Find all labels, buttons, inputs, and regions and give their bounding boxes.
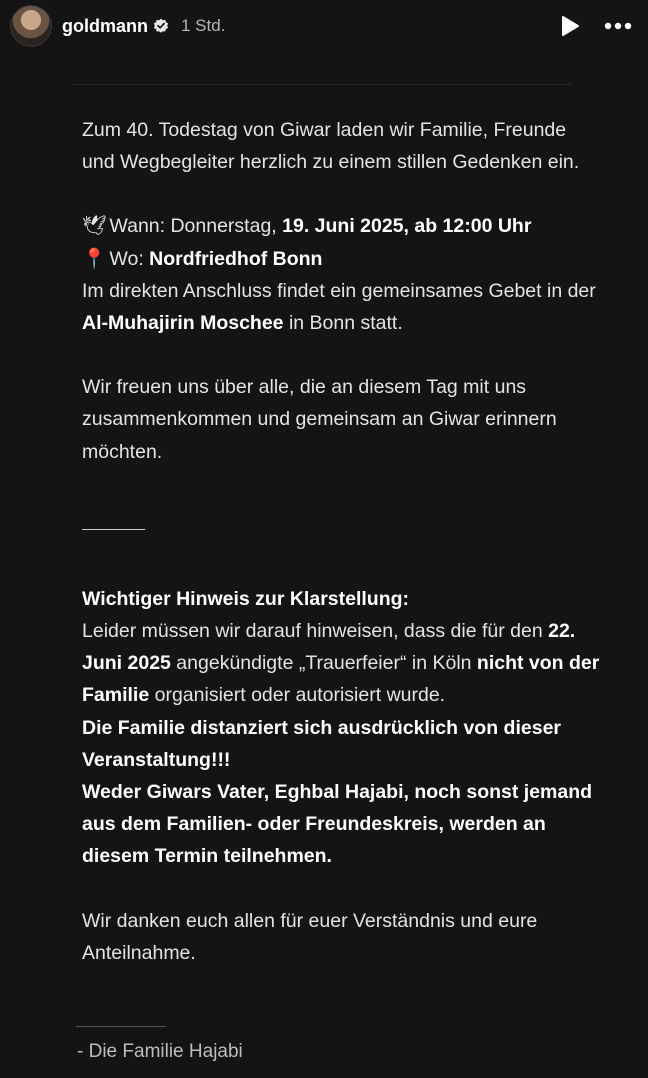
attendance-statement: Weder Giwars Vater, Eghbal Hajabi, noch sonst jemand aus dem Familien- oder Freundeskreis, werden an diesem Termin teilnehmen. — [82, 781, 593, 868]
thanks-paragraph: Wir danken euch allen für euer Verständnis und eure Anteilnahme. — [82, 909, 538, 964]
header-actions — [560, 15, 638, 37]
story-header — [0, 0, 648, 52]
signature: - Die Familie Hajabi — [77, 1041, 243, 1062]
content-top-divider — [72, 84, 572, 85]
where-line: 📍 Wo: Nordfriedhof Bonn — [82, 243, 602, 275]
when-line: 🕊 Wann: Donnerstag, 19. Juni 2025, ab 12:00 Uhr — [82, 210, 602, 242]
profile-avatar[interactable] — [10, 5, 52, 47]
notice-paragraph: Leider müssen wir darauf hinweisen, dass die für den 22. Juni 2025 angekündigte „Trauerfeier“ in Köln nicht von der Familie organisiert oder autorisiert wurde. — [82, 620, 600, 707]
notice-date: 22. Juni 2025 — [82, 620, 576, 675]
signature-divider — [76, 1026, 166, 1027]
post-text — [82, 114, 602, 969]
intro-paragraph: Zum 40. Todestag von Giwar laden wir Familie, Freunde und Wegbegleiter herzlich zu einem stillen Gedenken ein. — [82, 119, 580, 174]
post-time: 1 Std. — [181, 16, 226, 35]
username[interactable]: goldmann — [62, 15, 148, 36]
distance-statement: Die Familie distanziert sich ausdrücklich von dieser Veranstaltung!!! — [82, 716, 561, 771]
prayer-paragraph: Im direkten Anschluss findet ein gemeinsames Gebet in der Al-Muhajirin Moschee in Bonn statt. — [82, 279, 596, 335]
dove-icon: 🕊 — [82, 215, 107, 238]
pin-icon: 📍 — [82, 247, 107, 270]
verified-badge-icon — [153, 18, 169, 34]
notice-not-family: nicht von der Familie — [82, 652, 600, 707]
where-value: Nordfriedhof Bonn — [149, 247, 323, 270]
when-value: 19. Juni 2025, ab 12:00 Uhr — [282, 215, 532, 238]
play-icon[interactable] — [560, 15, 580, 37]
more-options-icon[interactable] — [604, 22, 632, 30]
notice-heading: Wichtiger Hinweis zur Klarstellung: — [82, 587, 410, 610]
welcome-paragraph: Wir freuen uns über alle, die an diesem Tag mit uns zusammenkommen und gemeinsam an Giwar erinnern möchten. — [82, 376, 557, 463]
mosque-name: Al-Muhajirin Moschee — [82, 312, 284, 335]
